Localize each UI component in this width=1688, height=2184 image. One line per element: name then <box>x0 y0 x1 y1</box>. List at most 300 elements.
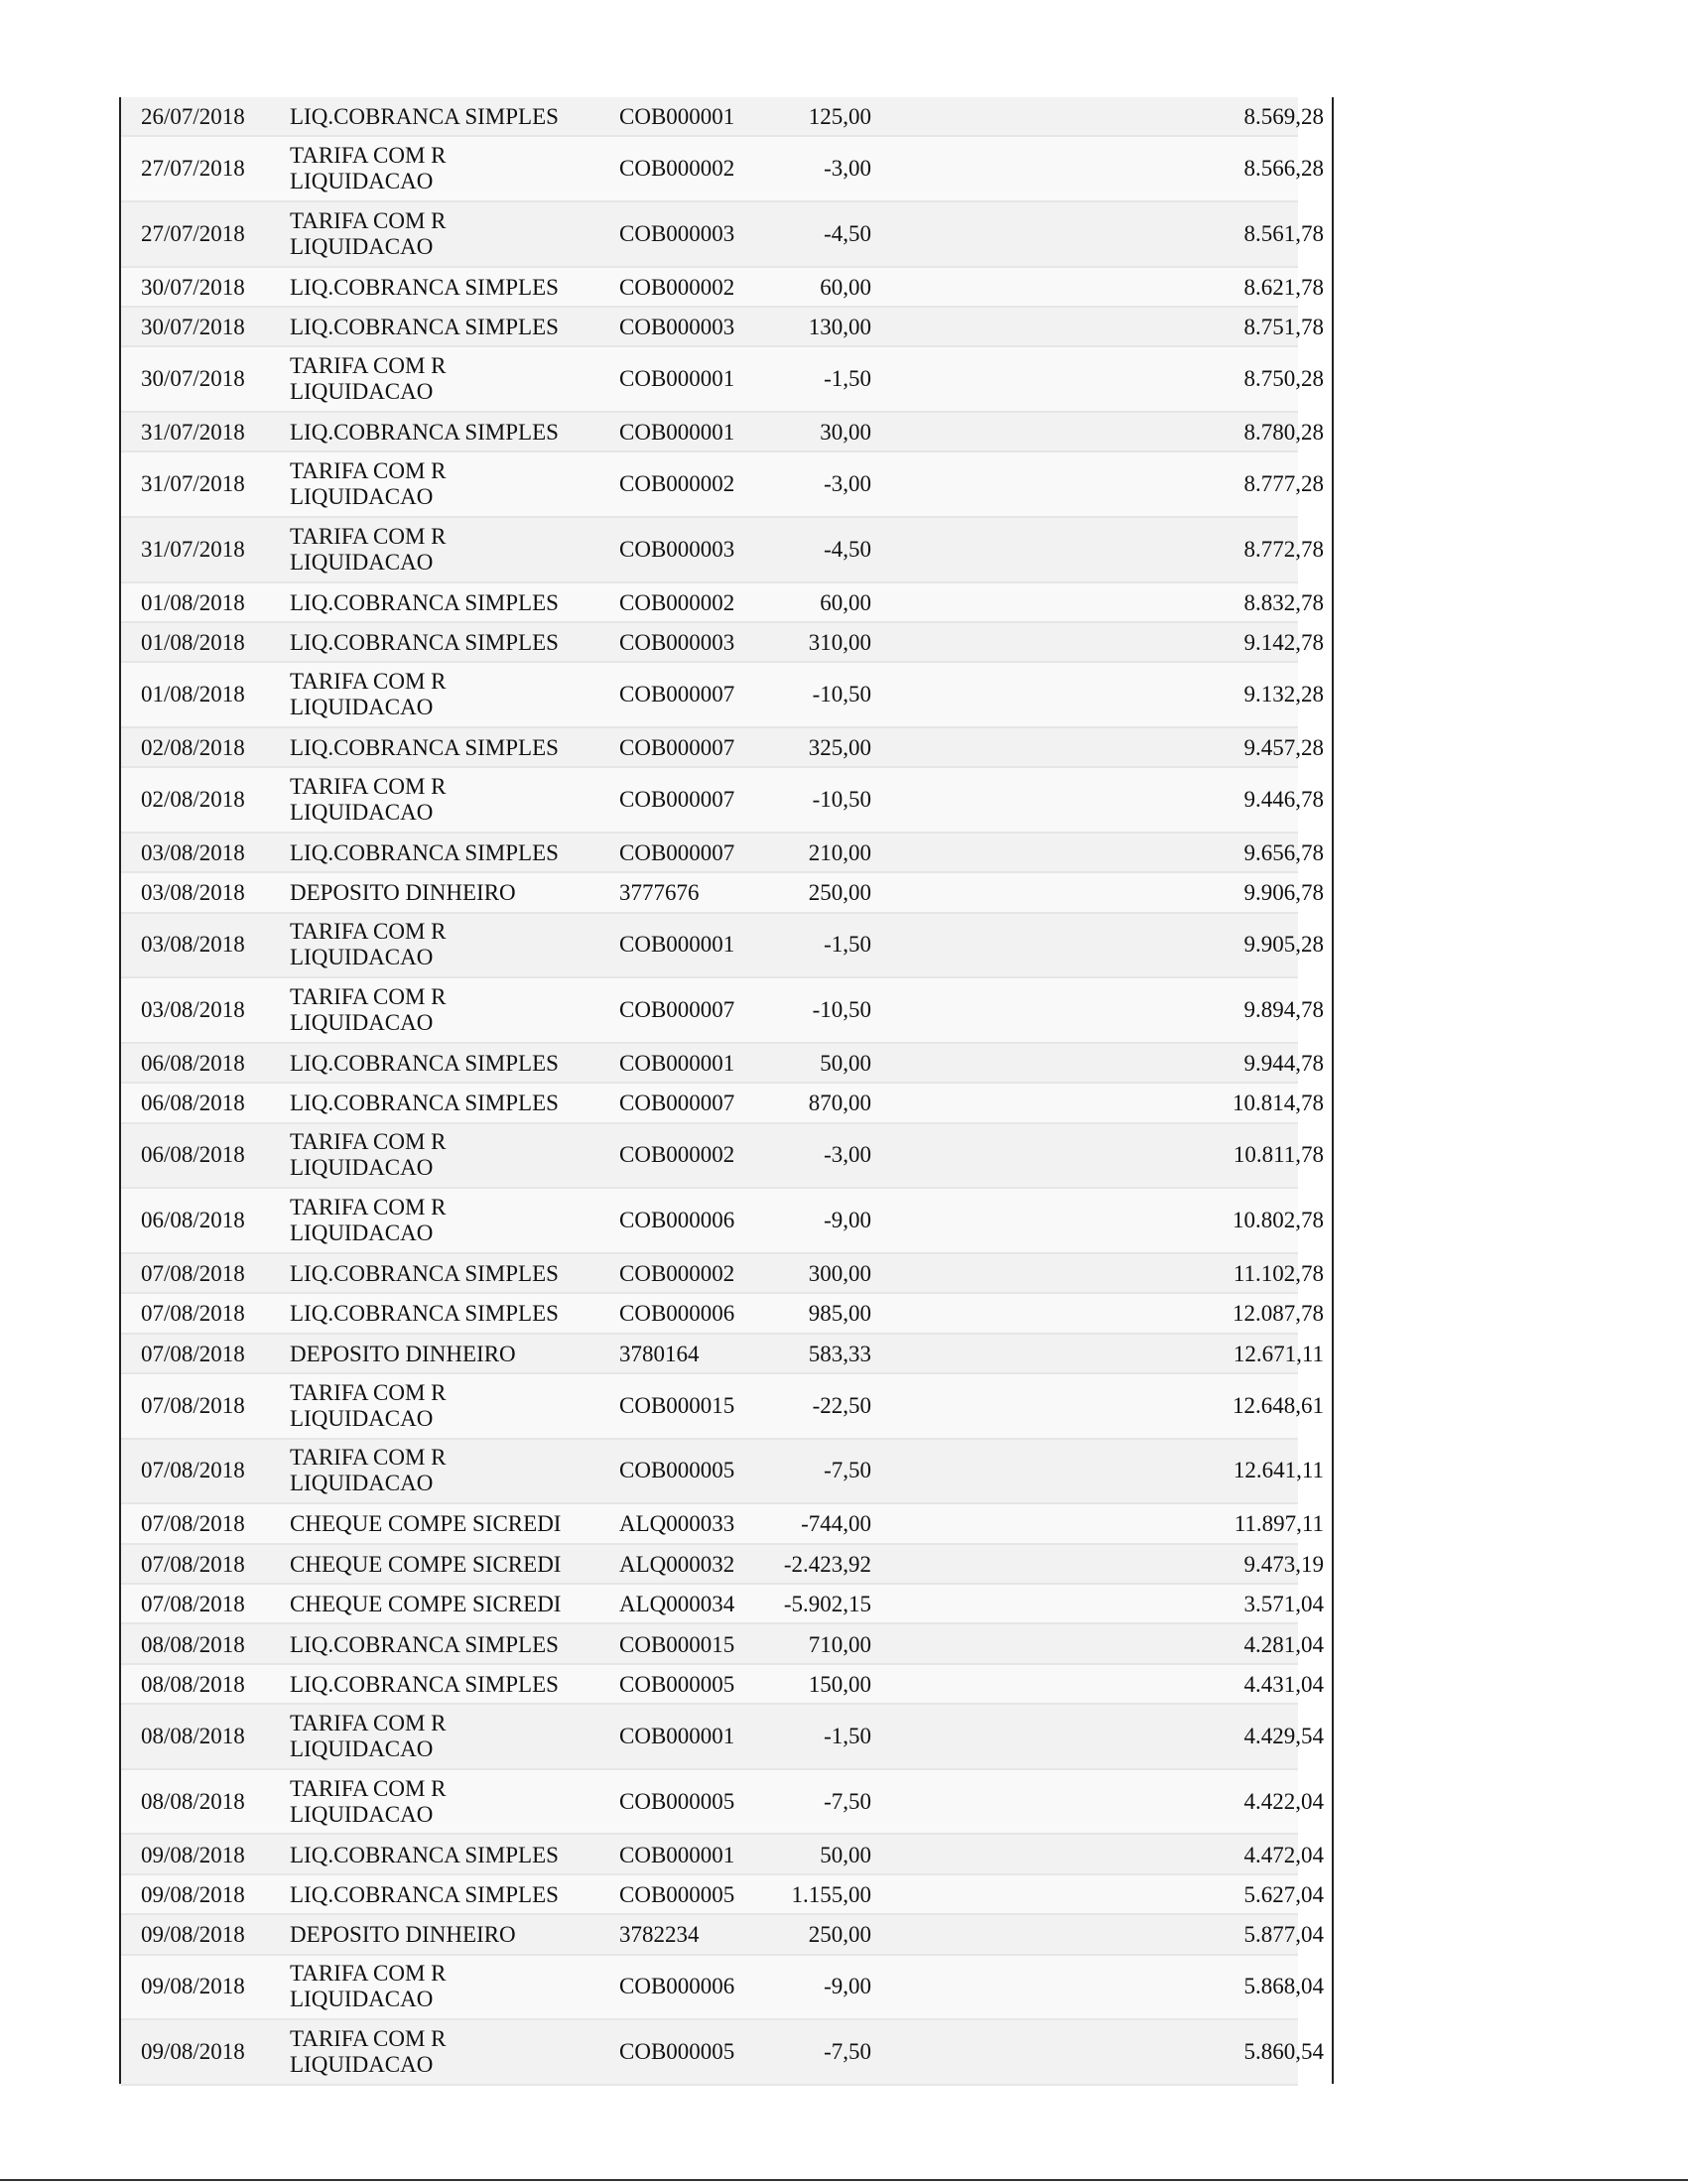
balance-text: 11.897,11 <box>1234 1511 1324 1537</box>
table-row <box>121 1545 1324 1585</box>
date-cell <box>141 1665 280 1703</box>
document-cell <box>619 1875 758 1913</box>
description-text: LIQ.COBRANCA SIMPLES <box>290 1301 559 1327</box>
balance-cell <box>1054 137 1324 200</box>
table-row <box>121 1335 1324 1374</box>
value-cell <box>756 1294 871 1332</box>
date-cell <box>141 1915 280 1953</box>
table-row <box>121 914 1324 979</box>
description-text: LIQ.COBRANCA SIMPLES <box>290 589 559 615</box>
document-cell <box>619 308 758 345</box>
date-text: 07/08/2018 <box>141 1392 245 1418</box>
description-text: LIQ.COBRANCA SIMPLES <box>290 274 559 300</box>
table-row <box>121 2020 1324 2086</box>
value-text: -3,00 <box>824 156 871 182</box>
description-cell <box>290 1835 607 1872</box>
value-text: -5.902,15 <box>783 1592 871 1617</box>
date-cell <box>141 583 280 621</box>
date-cell <box>141 834 280 871</box>
balance-cell <box>1054 518 1324 581</box>
value-cell <box>756 452 871 516</box>
balance-cell <box>1054 1044 1324 1082</box>
balance-text: 4.281,04 <box>1243 1631 1324 1657</box>
description-cell <box>290 583 607 621</box>
document-text: COB000005 <box>619 1788 735 1814</box>
value-cell <box>756 1915 871 1953</box>
date-cell <box>141 663 280 726</box>
date-text: 07/08/2018 <box>141 1511 245 1537</box>
date-cell <box>141 1294 280 1332</box>
balance-cell <box>1054 1665 1324 1703</box>
value-text: -9,00 <box>824 1974 871 1999</box>
balance-text: 10.811,78 <box>1233 1142 1324 1168</box>
description-cell <box>290 1335 607 1372</box>
table-row <box>121 518 1324 583</box>
balance-text: 12.641,11 <box>1233 1458 1324 1483</box>
description-text: TARIFA COM R LIQUIDACAO <box>290 1129 447 1181</box>
table-row <box>121 202 1324 268</box>
document-text: COB000007 <box>619 682 735 707</box>
table-row <box>121 97 1324 137</box>
date-text: 09/08/2018 <box>141 2038 245 2064</box>
balance-text: 9.656,78 <box>1243 840 1324 866</box>
document-text: COB000002 <box>619 589 735 615</box>
balance-text: 9.142,78 <box>1243 630 1324 656</box>
balance-cell <box>1054 914 1324 977</box>
description-text: CHEQUE COMPE SICREDI <box>290 1592 562 1617</box>
value-cell <box>756 1875 871 1913</box>
balance-text: 4.431,04 <box>1243 1671 1324 1697</box>
description-text: TARIFA COM R LIQUIDACAO <box>290 2025 447 2077</box>
date-text: 09/08/2018 <box>141 1974 245 1999</box>
document-text: COB000001 <box>619 1842 735 1867</box>
balance-text: 4.472,04 <box>1243 1842 1324 1867</box>
balance-cell <box>1054 1254 1324 1292</box>
date-cell <box>141 1189 280 1252</box>
table-row <box>121 623 1324 663</box>
description-cell <box>290 1254 607 1292</box>
document-text: COB000005 <box>619 1881 735 1907</box>
document-text: COB000003 <box>619 315 735 340</box>
balance-cell <box>1054 873 1324 911</box>
document-cell <box>619 1504 758 1542</box>
value-text: -3,00 <box>824 471 871 497</box>
date-text: 03/08/2018 <box>141 880 245 906</box>
description-text: TARIFA COM R LIQUIDACAO <box>290 919 447 970</box>
value-text: -1,50 <box>824 1723 871 1748</box>
document-text: COB000001 <box>619 1723 735 1748</box>
balance-text: 11.102,78 <box>1233 1261 1324 1287</box>
document-text: 3780164 <box>619 1341 700 1366</box>
balance-text: 9.894,78 <box>1243 997 1324 1023</box>
balance-text: 9.905,28 <box>1243 932 1324 958</box>
balance-cell <box>1054 97 1324 135</box>
date-text: 06/08/2018 <box>141 1051 245 1077</box>
table-row <box>121 1875 1324 1915</box>
description-text: LIQ.COBRANCA SIMPLES <box>290 104 559 130</box>
balance-cell <box>1054 347 1324 411</box>
date-text: 31/07/2018 <box>141 536 245 562</box>
description-cell <box>290 1915 607 1953</box>
date-text: 07/08/2018 <box>141 1458 245 1483</box>
description-cell <box>290 1585 607 1622</box>
document-text: ALQ000032 <box>619 1551 735 1577</box>
document-cell <box>619 452 758 516</box>
description-text: LIQ.COBRANCA SIMPLES <box>290 1842 559 1867</box>
document-text: COB000005 <box>619 1458 735 1483</box>
description-text: TARIFA COM R LIQUIDACAO <box>290 458 447 510</box>
date-text: 09/08/2018 <box>141 1842 245 1867</box>
date-cell <box>141 1254 280 1292</box>
table-row <box>121 1835 1324 1874</box>
description-text: LIQ.COBRANCA SIMPLES <box>290 1631 559 1657</box>
table-row <box>121 978 1324 1044</box>
table-row <box>121 452 1324 518</box>
value-text: -10,50 <box>812 787 871 813</box>
value-cell <box>756 583 871 621</box>
value-cell <box>756 1084 871 1121</box>
date-text: 07/08/2018 <box>141 1592 245 1617</box>
document-text: COB000015 <box>619 1392 735 1418</box>
value-text: -22,50 <box>812 1392 871 1418</box>
document-text: COB000006 <box>619 1208 735 1233</box>
date-cell <box>141 1545 280 1583</box>
document-text: COB000007 <box>619 1091 735 1116</box>
date-text: 07/08/2018 <box>141 1301 245 1327</box>
date-text: 06/08/2018 <box>141 1142 245 1168</box>
description-text: LIQ.COBRANCA SIMPLES <box>290 735 559 761</box>
balance-cell <box>1054 834 1324 871</box>
value-cell <box>756 1440 871 1503</box>
value-cell <box>756 1665 871 1703</box>
document-cell <box>619 1374 758 1438</box>
balance-text: 8.750,28 <box>1243 366 1324 392</box>
value-cell <box>756 137 871 200</box>
value-text: 710,00 <box>808 1631 871 1657</box>
document-cell <box>619 1440 758 1503</box>
balance-cell <box>1054 1770 1324 1834</box>
description-cell <box>290 978 607 1042</box>
value-cell <box>756 1770 871 1834</box>
value-text: 130,00 <box>808 315 871 340</box>
value-cell <box>756 1956 871 2019</box>
date-cell <box>141 2020 280 2084</box>
balance-cell <box>1054 1705 1324 1768</box>
value-cell <box>756 1624 871 1662</box>
value-cell <box>756 1124 871 1188</box>
balance-text: 4.422,04 <box>1243 1788 1324 1814</box>
description-text: TARIFA COM R LIQUIDACAO <box>290 523 447 575</box>
value-text: 30,00 <box>820 420 871 446</box>
statement-table <box>121 97 1324 2086</box>
date-cell <box>141 623 280 661</box>
balance-cell <box>1054 1374 1324 1438</box>
description-text: LIQ.COBRANCA SIMPLES <box>290 1261 559 1287</box>
description-cell <box>290 1956 607 2019</box>
balance-cell <box>1054 1189 1324 1252</box>
document-text: COB000003 <box>619 536 735 562</box>
value-text: -4,50 <box>824 220 871 246</box>
description-text: LIQ.COBRANCA SIMPLES <box>290 630 559 656</box>
balance-cell <box>1054 623 1324 661</box>
date-cell <box>141 1504 280 1542</box>
document-text: 3782234 <box>619 1922 700 1948</box>
balance-cell <box>1054 1440 1324 1503</box>
date-text: 01/08/2018 <box>141 589 245 615</box>
value-cell <box>756 768 871 832</box>
balance-cell <box>1054 1294 1324 1332</box>
value-text: -1,50 <box>824 932 871 958</box>
description-text: TARIFA COM R LIQUIDACAO <box>290 984 447 1036</box>
table-row <box>121 1254 1324 1294</box>
description-text: TARIFA COM R LIQUIDACAO <box>290 1195 447 1246</box>
date-cell <box>141 452 280 516</box>
description-text: TARIFA COM R LIQUIDACAO <box>290 1710 447 1761</box>
document-cell <box>619 2020 758 2084</box>
description-cell <box>290 452 607 516</box>
date-text: 31/07/2018 <box>141 471 245 497</box>
document-cell <box>619 518 758 581</box>
description-cell <box>290 1545 607 1583</box>
value-cell <box>756 1545 871 1583</box>
document-cell <box>619 137 758 200</box>
value-text: -744,00 <box>801 1511 871 1537</box>
document-cell <box>619 583 758 621</box>
balance-cell <box>1054 1915 1324 1953</box>
date-cell <box>141 1044 280 1082</box>
description-cell <box>290 1440 607 1503</box>
description-cell <box>290 268 607 306</box>
table-row <box>121 1124 1324 1190</box>
balance-cell <box>1054 768 1324 832</box>
description-cell <box>290 663 607 726</box>
document-text: COB000007 <box>619 735 735 761</box>
balance-text: 10.814,78 <box>1233 1091 1324 1116</box>
description-cell <box>290 347 607 411</box>
description-text: TARIFA COM R LIQUIDACAO <box>290 1961 447 2012</box>
description-cell <box>290 137 607 200</box>
table-row <box>121 1665 1324 1705</box>
table-row <box>121 663 1324 728</box>
balance-cell <box>1054 1545 1324 1583</box>
value-text: 250,00 <box>808 880 871 906</box>
table-row <box>121 347 1324 413</box>
date-cell <box>141 728 280 766</box>
document-cell <box>619 1624 758 1662</box>
table-row <box>121 1044 1324 1084</box>
document-text: COB000001 <box>619 366 735 392</box>
date-text: 02/08/2018 <box>141 735 245 761</box>
value-text: 985,00 <box>808 1301 871 1327</box>
value-cell <box>756 1504 871 1542</box>
date-text: 07/08/2018 <box>141 1551 245 1577</box>
balance-cell <box>1054 1504 1324 1542</box>
table-row <box>121 768 1324 834</box>
balance-text: 8.621,78 <box>1243 274 1324 300</box>
document-cell <box>619 1084 758 1121</box>
balance-text: 9.906,78 <box>1243 880 1324 906</box>
date-cell <box>141 1374 280 1438</box>
value-text: 300,00 <box>808 1261 871 1287</box>
document-text: ALQ000034 <box>619 1592 735 1617</box>
balance-text: 8.561,78 <box>1243 220 1324 246</box>
value-text: -10,50 <box>812 997 871 1023</box>
value-text: -10,50 <box>812 682 871 707</box>
description-cell <box>290 873 607 911</box>
value-cell <box>756 202 871 266</box>
value-text: 60,00 <box>820 274 871 300</box>
description-text: LIQ.COBRANCA SIMPLES <box>290 420 559 446</box>
date-text: 08/08/2018 <box>141 1723 245 1748</box>
table-row <box>121 1585 1324 1624</box>
value-cell <box>756 1705 871 1768</box>
document-text: COB000007 <box>619 787 735 813</box>
description-cell <box>290 1705 607 1768</box>
description-cell <box>290 1189 607 1252</box>
document-cell <box>619 1915 758 1953</box>
value-cell <box>756 1835 871 1872</box>
date-text: 26/07/2018 <box>141 104 245 130</box>
description-text: DEPOSITO DINHEIRO <box>290 1922 516 1948</box>
document-cell <box>619 1189 758 1252</box>
date-cell <box>141 978 280 1042</box>
document-cell <box>619 1705 758 1768</box>
table-row <box>121 1084 1324 1123</box>
description-text: DEPOSITO DINHEIRO <box>290 880 516 906</box>
description-cell <box>290 202 607 266</box>
date-text: 08/08/2018 <box>141 1671 245 1697</box>
document-cell <box>619 1835 758 1872</box>
date-cell <box>141 768 280 832</box>
document-text: COB000003 <box>619 220 735 246</box>
document-cell <box>619 768 758 832</box>
date-text: 30/07/2018 <box>141 274 245 300</box>
date-cell <box>141 1335 280 1372</box>
description-cell <box>290 1044 607 1082</box>
balance-text: 8.832,78 <box>1243 589 1324 615</box>
document-cell <box>619 728 758 766</box>
description-text: TARIFA COM R LIQUIDACAO <box>290 207 447 259</box>
date-text: 30/07/2018 <box>141 315 245 340</box>
balance-cell <box>1054 1875 1324 1913</box>
balance-cell <box>1054 1835 1324 1872</box>
date-cell <box>141 347 280 411</box>
document-cell <box>619 1294 758 1332</box>
balance-text: 12.087,78 <box>1233 1301 1324 1327</box>
table-row <box>121 834 1324 873</box>
balance-text: 5.860,54 <box>1243 2038 1324 2064</box>
document-text: COB000006 <box>619 1301 735 1327</box>
date-cell <box>141 1624 280 1662</box>
date-cell <box>141 1440 280 1503</box>
balance-cell <box>1054 1624 1324 1662</box>
description-text: LIQ.COBRANCA SIMPLES <box>290 840 559 866</box>
document-cell <box>619 1254 758 1292</box>
description-cell <box>290 97 607 135</box>
table-row <box>121 583 1324 623</box>
table-row <box>121 413 1324 452</box>
value-text: 325,00 <box>808 735 871 761</box>
balance-text: 3.571,04 <box>1243 1592 1324 1617</box>
table-row <box>121 873 1324 913</box>
description-text: LIQ.COBRANCA SIMPLES <box>290 1671 559 1697</box>
value-text: 1.155,00 <box>791 1881 871 1907</box>
value-text: 50,00 <box>820 1842 871 1867</box>
value-cell <box>756 1254 871 1292</box>
date-text: 27/07/2018 <box>141 156 245 182</box>
value-cell <box>756 268 871 306</box>
balance-cell <box>1054 268 1324 306</box>
document-text: COB000002 <box>619 471 735 497</box>
description-cell <box>290 834 607 871</box>
table-row <box>121 1705 1324 1770</box>
table-row <box>121 1504 1324 1544</box>
value-cell <box>756 413 871 450</box>
value-cell <box>756 873 871 911</box>
date-cell <box>141 137 280 200</box>
document-cell <box>619 978 758 1042</box>
value-text: 210,00 <box>808 840 871 866</box>
description-cell <box>290 2020 607 2084</box>
date-text: 03/08/2018 <box>141 997 245 1023</box>
document-cell <box>619 1956 758 2019</box>
table-row <box>121 1440 1324 1505</box>
balance-text: 12.671,11 <box>1233 1341 1324 1366</box>
table-row <box>121 1624 1324 1664</box>
document-text: COB000006 <box>619 1974 735 1999</box>
document-cell <box>619 1665 758 1703</box>
description-text: LIQ.COBRANCA SIMPLES <box>290 1091 559 1116</box>
document-cell <box>619 873 758 911</box>
date-cell <box>141 1705 280 1768</box>
balance-cell <box>1054 1585 1324 1622</box>
description-text: TARIFA COM R LIQUIDACAO <box>290 1775 447 1827</box>
balance-text: 5.868,04 <box>1243 1974 1324 1999</box>
balance-cell <box>1054 1084 1324 1121</box>
value-cell <box>756 1044 871 1082</box>
document-text: COB000002 <box>619 1261 735 1287</box>
value-cell <box>756 623 871 661</box>
table-row <box>121 1374 1324 1440</box>
document-cell <box>619 413 758 450</box>
description-cell <box>290 308 607 345</box>
date-cell <box>141 1875 280 1913</box>
balance-cell <box>1054 583 1324 621</box>
table-row <box>121 1189 1324 1254</box>
date-cell <box>141 413 280 450</box>
description-cell <box>290 1665 607 1703</box>
value-cell <box>756 1374 871 1438</box>
document-text: COB000001 <box>619 420 735 446</box>
document-cell <box>619 1585 758 1622</box>
balance-cell <box>1054 1124 1324 1188</box>
document-cell <box>619 97 758 135</box>
value-text: -2.423,92 <box>783 1551 871 1577</box>
value-text: -3,00 <box>824 1142 871 1168</box>
description-text: TARIFA COM R LIQUIDACAO <box>290 774 447 826</box>
value-cell <box>756 978 871 1042</box>
document-cell <box>619 268 758 306</box>
document-text: COB000002 <box>619 274 735 300</box>
balance-cell <box>1054 202 1324 266</box>
document-cell <box>619 1770 758 1834</box>
value-cell <box>756 97 871 135</box>
date-text: 01/08/2018 <box>141 630 245 656</box>
value-cell <box>756 1585 871 1622</box>
date-cell <box>141 308 280 345</box>
value-cell <box>756 1335 871 1372</box>
date-cell <box>141 1770 280 1834</box>
